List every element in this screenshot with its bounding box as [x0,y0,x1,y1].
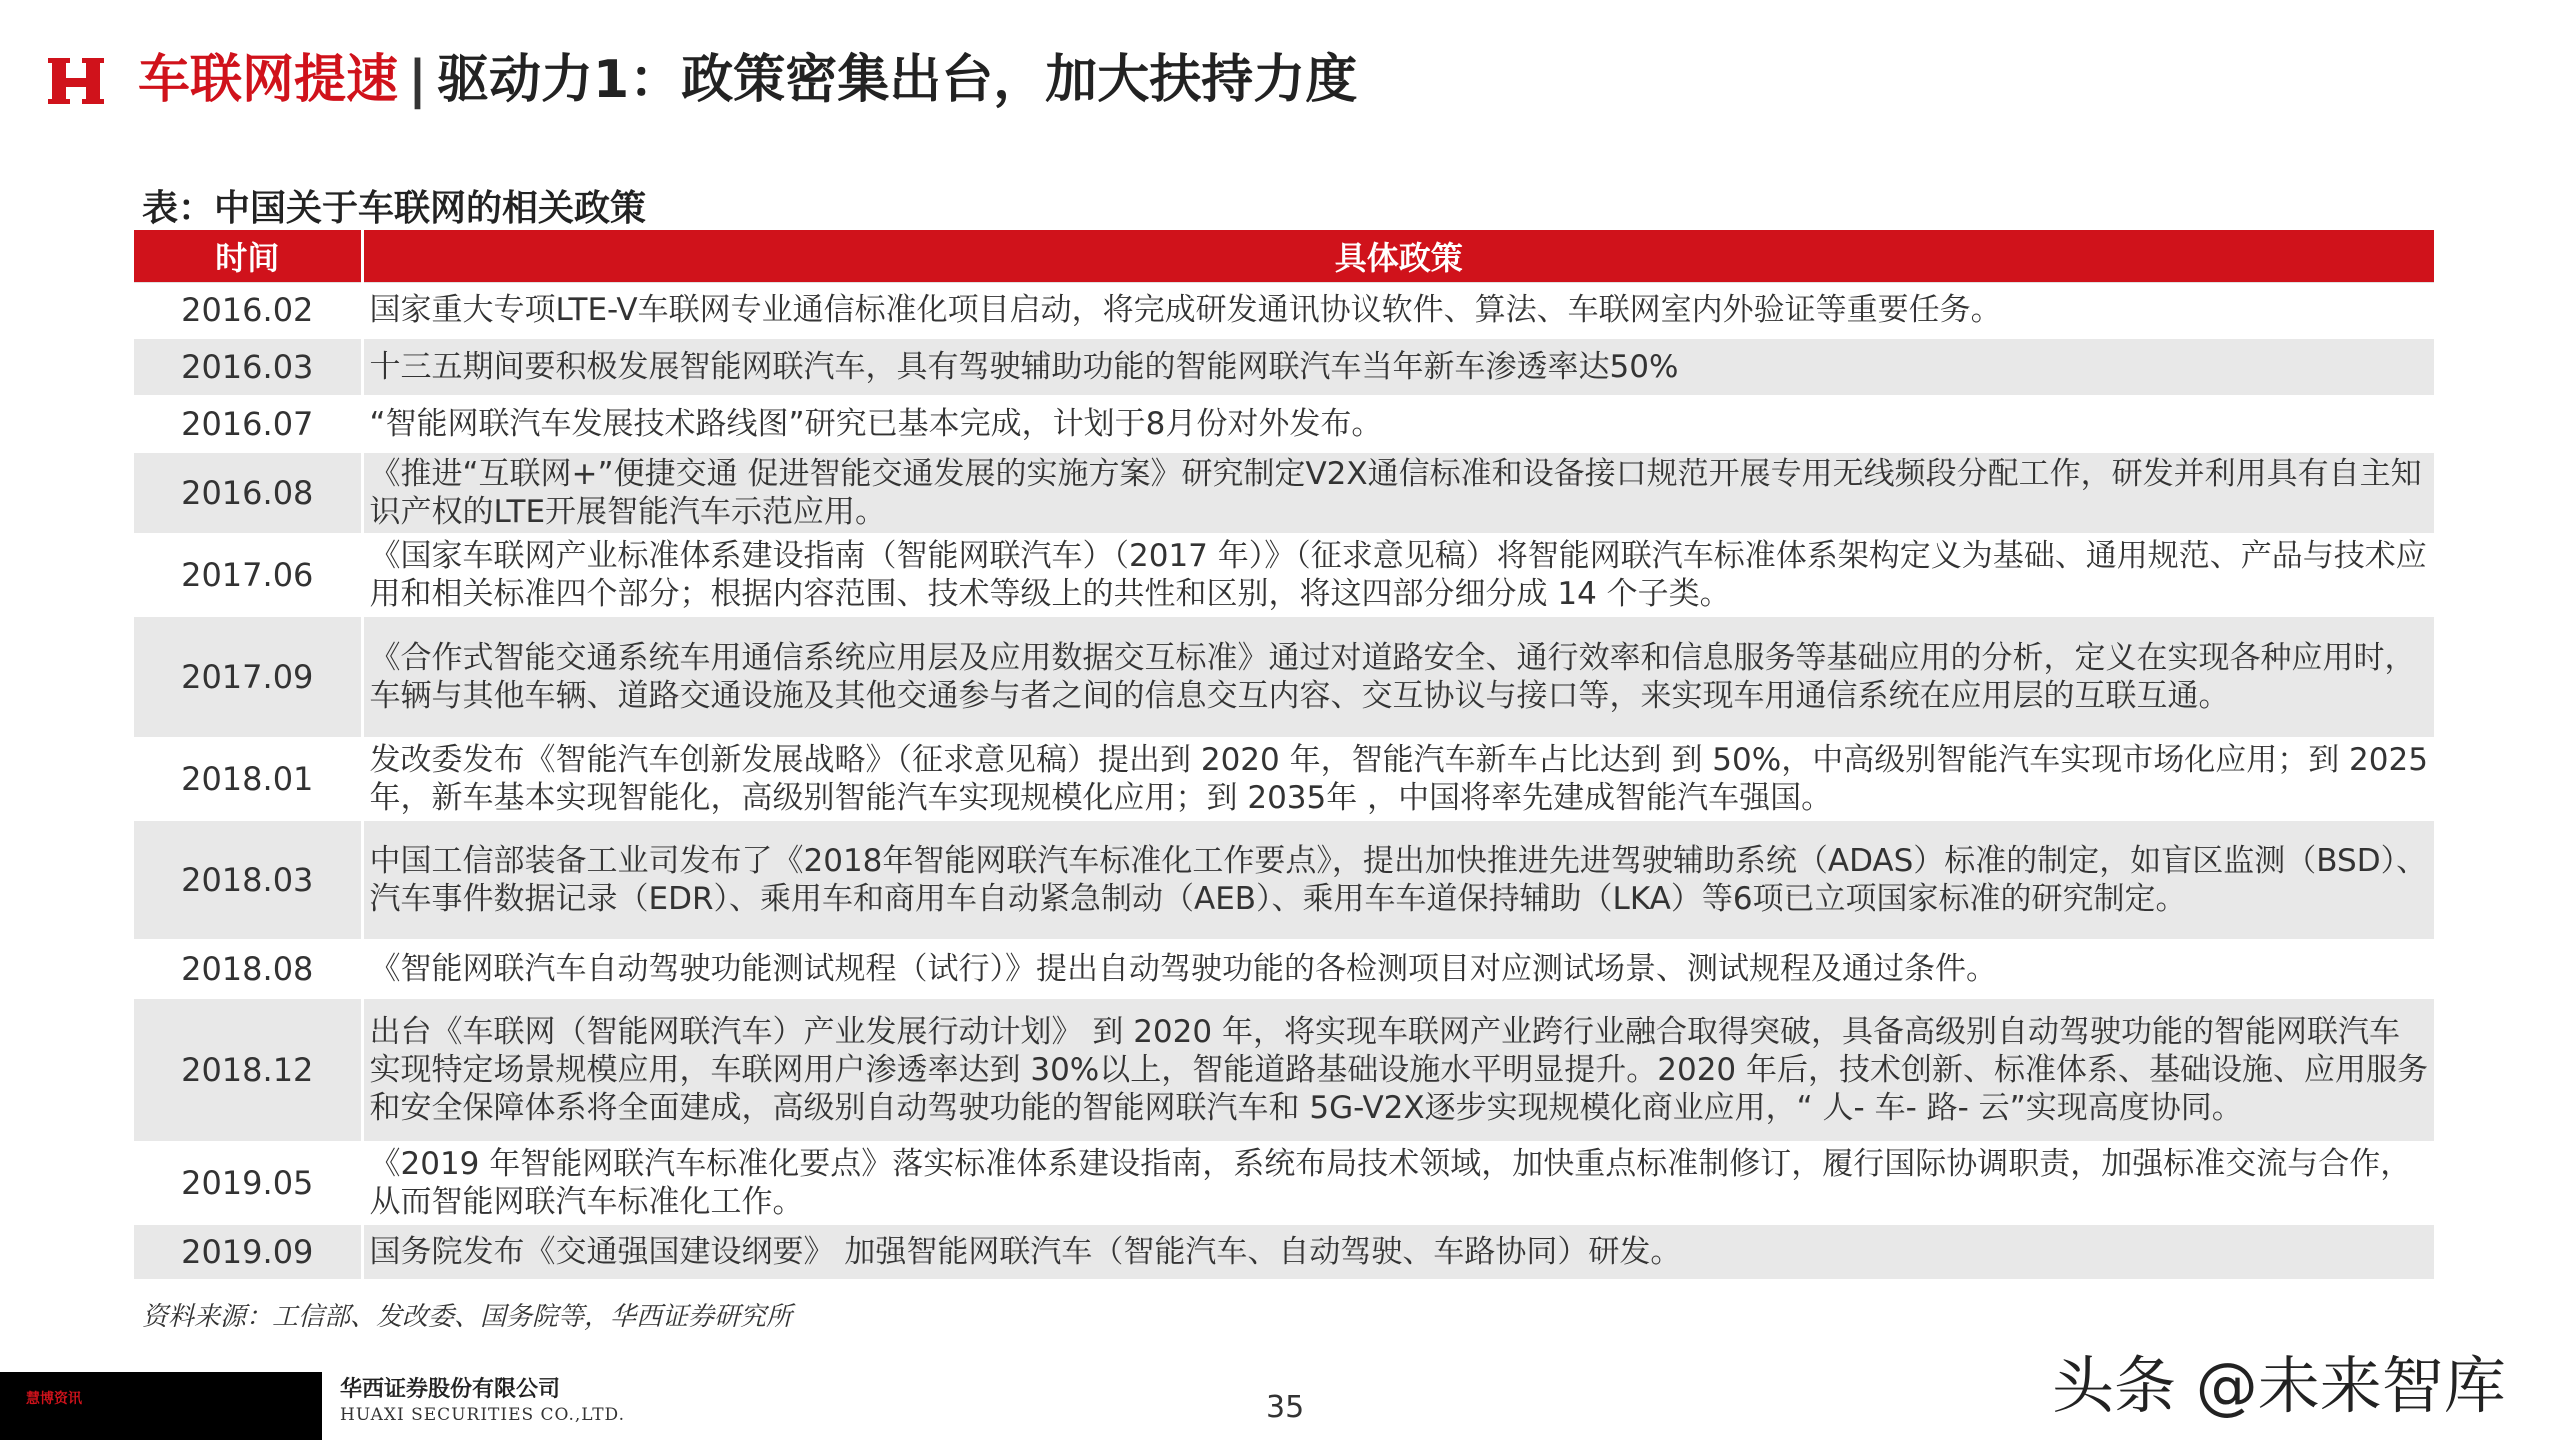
row-date: 2016.03 [134,338,362,396]
footer-left-label: 慧博资讯 [26,1391,82,1407]
row-date: 2016.02 [134,283,362,338]
row-policy: 国务院发布《交通强国建设纲要》 加强智能网联汽车（智能汽车、自动驾驶、车路协同）研发。 [362,1224,2434,1280]
table-row [134,1224,2434,1280]
company-name [340,1372,625,1425]
table-row [134,820,2434,940]
row-date: 2018.08 [134,940,362,998]
row-policy: 发改委发布《智能汽车创新发展战略》（征求意见稿）提出到 2020 年，智能汽车新车占比达到 到 50%，中高级别智能汽车实现市场化应用；到 2025 年，新车基本实现智能化，高级别智能汽车实现规模化应用；到 2035年 ，中国将率先建成智能汽车强国。 [362,738,2434,820]
table-row [134,452,2434,534]
row-date: 2019.05 [134,1142,362,1224]
title-rest: 驱动力1：政策密集出台，加大扶持力度 [437,50,1358,110]
row-policy: 国家重大专项LTE-V车联网专业通信标准化项目启动，将完成研发通讯协议软件、算法、车联网室内外验证等重要任务。 [362,283,2434,338]
row-policy: 《合作式智能交通系统车用通信系统应用层及应用数据交互标准》通过对道路安全、通行效率和信息服务等基础应用的分析，定义在实现各种应用时，车辆与其他车辆、道路交通设施及其他交通参与者之间的信息交互内容、交互协议与接口等，来实现车用通信系统在应用层的互联互通。 [362,616,2434,738]
row-date: 2016.08 [134,452,362,534]
policy-table [134,230,2434,1281]
page-title [138,48,1357,112]
footer-left-block [0,1372,322,1440]
row-policy: 出台《车联网（智能网联汽车）产业发展行动计划》 到 2020 年，将实现车联网产业跨行业融合取得突破，具备高级别自动驾驶功能的智能网联汽车实现特定场景规模应用，车联网用户渗透率达到 30%以上，智能道路基础设施水平明显提升。2020 年后，技术创新、标准体系、基础设施、应用服务和安全保障体系将全面建成，高级别自动驾驶功能的智能网联汽车和 5G-V2X逐步实现规模化商业应用，“ 人- 车- 路- 云”实现高度协同。 [362,998,2434,1142]
table-row [134,738,2434,820]
column-header-policy: 具体政策 [362,230,2434,283]
table-caption: 表：中国关于车联网的相关政策 [142,188,647,229]
row-date: 2017.09 [134,616,362,738]
row-policy: 《智能网联汽车自动驾驶功能测试规程（试行）》提出自动驾驶功能的各检测项目对应测试场景、测试规程及通过条件。 [362,940,2434,998]
row-date: 2018.03 [134,820,362,940]
row-policy: 《2019 年智能网联汽车标准化要点》落实标准体系建设指南，系统布局技术领域，加快重点标准制修订，履行国际协调职责，加强标准交流与合作，从而智能网联汽车标准化工作。 [362,1142,2434,1224]
row-policy: 《推进“互联网+”便捷交通 促进智能交通发展的实施方案》研究制定V2X通信标准和设备接口规范开展专用无线频段分配工作，研发并利用具有自主知识产权的LTE开展智能汽车示范应用。 [362,452,2434,534]
company-name-cn: 华西证券股份有限公司 [340,1376,561,1402]
title-separator: | [408,50,428,110]
row-date: 2018.01 [134,738,362,820]
table-row [134,940,2434,998]
table-row [134,616,2434,738]
table-row [134,1142,2434,1224]
page-number: 35 [1266,1390,1305,1425]
table-row [134,998,2434,1142]
company-name-en: HUAXI SECURITIES CO.,LTD. [340,1405,625,1425]
table-row [134,534,2434,616]
watermark: 头条 @未来智库 [2052,1349,2506,1422]
table-header-row [134,230,2434,283]
row-policy: “智能网联汽车发展技术路线图”研究已基本完成，计划于8月份对外发布。 [362,396,2434,452]
source-note: 资料来源：工信部、发改委、国务院等，华西证券研究所 [142,1302,793,1332]
row-date: 2018.12 [134,998,362,1142]
title-accent: 车联网提速 [138,50,399,110]
huaxi-logo-icon [48,52,108,108]
row-policy: 《国家车联网产业标准体系建设指南（智能网联汽车）（2017 年）》（征求意见稿）将智能网联汽车标准体系架构定义为基础、通用规范、产品与技术应用和相关标准四个部分；根据内容范围、技术等级上的共性和区别，将这四部分细分成 14 个子类。 [362,534,2434,616]
column-header-date: 时间 [134,230,362,283]
row-date: 2017.06 [134,534,362,616]
row-policy: 十三五期间要积极发展智能网联汽车，具有驾驶辅助功能的智能网联汽车当年新车渗透率达50% [362,338,2434,396]
table-row [134,283,2434,338]
row-policy: 中国工信部装备工业司发布了《2018年智能网联汽车标准化工作要点》，提出加快推进先进驾驶辅助系统（ADAS）标准的制定，如盲区监测（BSD）、汽车事件数据记录（EDR）、乘用车和商用车自动紧急制动（AEB）、乘用车车道保持辅助（LKA）等6项已立项国家标准的研究制定。 [362,820,2434,940]
row-date: 2019.09 [134,1224,362,1280]
row-date: 2016.07 [134,396,362,452]
table-row [134,396,2434,452]
table-row [134,338,2434,396]
